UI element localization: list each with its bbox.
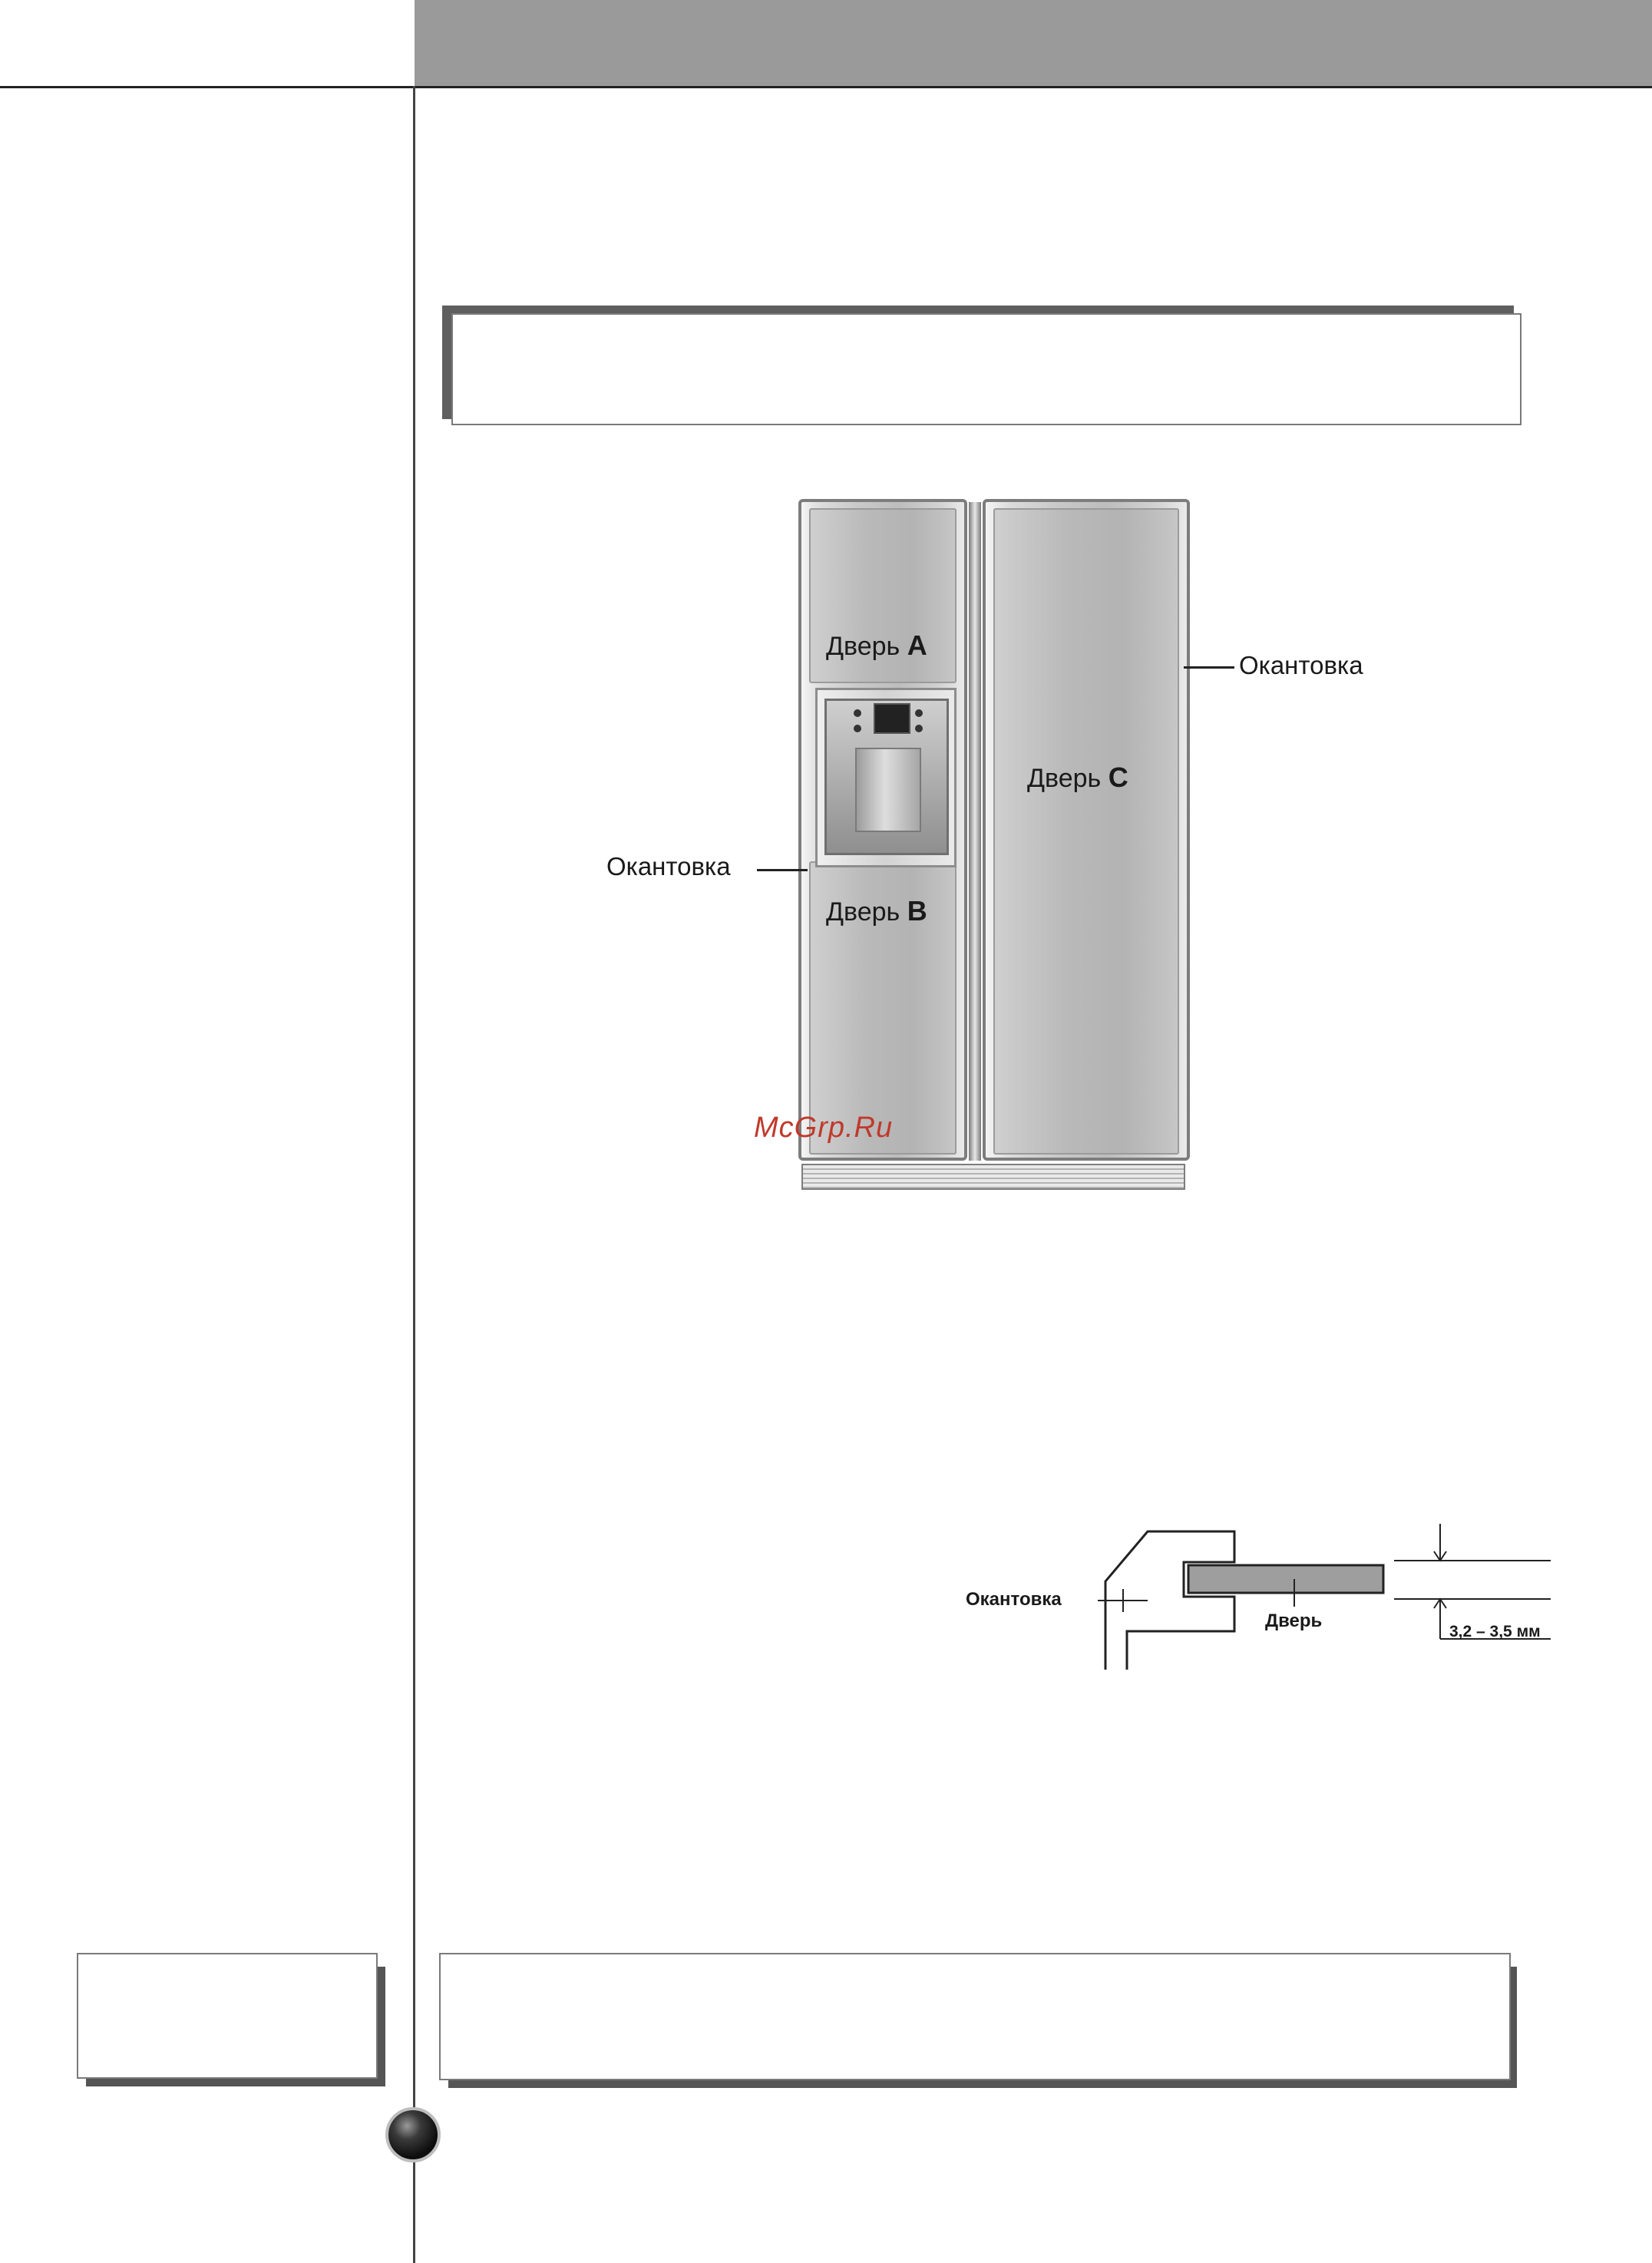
door-handles (969, 502, 981, 1161)
margin-divider (413, 86, 415, 2263)
gap-dimension-label: 3,2 – 3,5 мм (1449, 1623, 1541, 1640)
door-a-label: Дверь A (826, 629, 927, 661)
door-c-label: Дверь C (1027, 761, 1128, 793)
trim-callout-left: Окантовка (606, 852, 731, 880)
control-button (915, 709, 923, 717)
door-c-panel (993, 508, 1179, 1155)
title-box (451, 313, 1521, 425)
control-button (854, 725, 861, 732)
door-b-label: Дверь B (826, 895, 927, 927)
control-button (915, 725, 923, 732)
note-box (439, 1953, 1511, 2080)
base-grille (801, 1164, 1185, 1190)
leader-line-left (757, 869, 808, 871)
refrigerator-illustration (797, 497, 1191, 1190)
leader-line-right (1184, 666, 1234, 669)
header-divider (0, 86, 1652, 88)
door-right (983, 499, 1190, 1161)
trim-callout-right: Окантовка (1239, 651, 1363, 679)
section-door-label: Дверь (1265, 1611, 1323, 1631)
page-marker-bullet (385, 2107, 441, 2162)
section-trim-label: Окантовка (966, 1589, 1062, 1610)
header-bar (415, 0, 1652, 86)
control-display (874, 703, 910, 734)
control-button (854, 709, 861, 717)
dispenser-paddle (855, 748, 921, 832)
side-note-box (77, 1953, 378, 2079)
watermark: McGrp.Ru (754, 1112, 894, 1144)
door-left (798, 499, 967, 1161)
